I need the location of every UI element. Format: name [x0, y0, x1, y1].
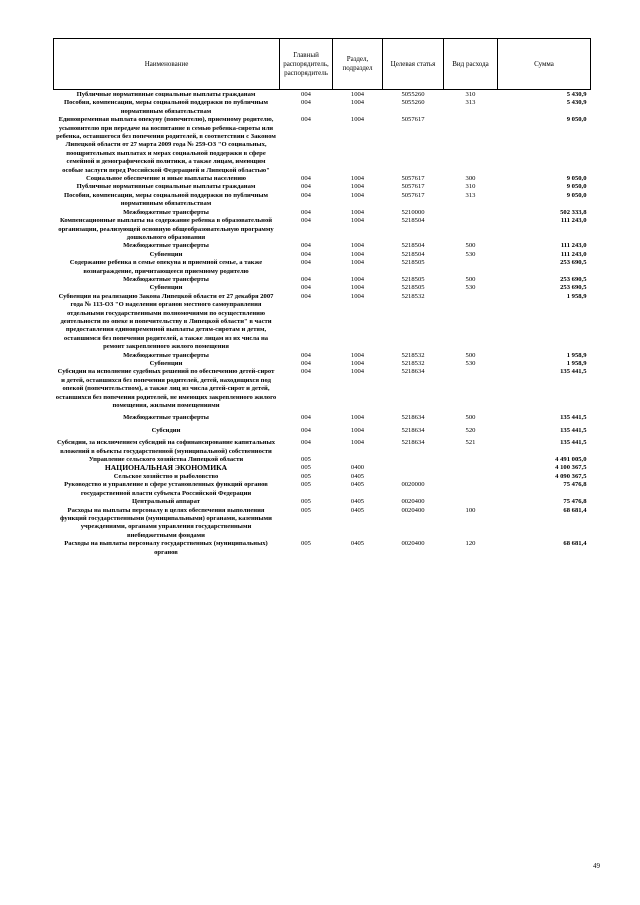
row-name: Публичные нормативные социальные выплаты гражданам — [76, 91, 256, 98]
row-target: 5055260 — [401, 99, 425, 107]
row-name: Социальное обеспечение и иные выплаты населению — [85, 175, 247, 183]
row-target: 5218634 — [401, 439, 425, 447]
row-name: Пособия, компенсации, меры социальной поддержки по публичным нормативным обязательствам — [63, 191, 269, 208]
header-sum: Сумма — [498, 39, 591, 90]
row-expense: 500 — [465, 242, 476, 250]
row-name: Расходы на выплаты персоналу в целях обеспечения выполнения функций государственными (муниципальными) органами, казенными учреждениями, органами управления государственными внебюджетными фондами — [60, 506, 272, 539]
row-section: 1004 — [350, 191, 365, 199]
row-name: Субвенции — [149, 284, 183, 292]
row-target: 5210000 — [401, 208, 425, 216]
table-row — [54, 293, 591, 352]
table-row — [54, 352, 591, 360]
row-target: 5057617 — [401, 175, 425, 183]
row-expense — [444, 293, 498, 352]
table-row — [54, 251, 591, 259]
row-target — [383, 473, 444, 481]
row-sum: 4 090 367,5 — [555, 472, 587, 480]
row-target: 5218634 — [401, 426, 425, 434]
table-row — [54, 99, 591, 116]
row-name: Межбюджетные трансферты — [123, 414, 209, 422]
row-name: Публичные нормативные социальные выплаты гражданам — [76, 183, 256, 191]
row-name: Межбюджетные трансферты — [123, 242, 209, 250]
row-name: Содержание ребенка в семье опекуна и приемной семье, а также вознаграждение, причитающееся приемному родителю — [69, 259, 263, 275]
header-admin: Главный распорядитель, распорядитель — [280, 39, 333, 90]
row-expense: 310 — [465, 91, 476, 98]
row-expense: 500 — [465, 414, 476, 422]
row-sum: 1 958,9 — [566, 360, 587, 367]
row-name: Субсидии, за исключением субсидий на софинансирование капитальных вложений в объекты государственной (муниципальной) собственности — [56, 439, 276, 455]
row-name: Межбюджетные трансферты — [123, 275, 209, 283]
row-name: Управление сельского хозяйства Липецкой области — [88, 456, 244, 464]
row-section: 1004 — [350, 217, 365, 225]
table-row — [54, 284, 591, 292]
row-target: 5057617 — [401, 191, 425, 199]
table-row — [54, 175, 591, 183]
row-target: 0020400 — [401, 540, 425, 548]
row-admin: 004 — [301, 439, 311, 447]
row-sum: 68 681,4 — [563, 506, 587, 514]
row-section: 1004 — [350, 242, 365, 250]
table-row — [54, 473, 591, 481]
row-admin: 004 — [301, 284, 311, 292]
table-row — [54, 90, 591, 100]
row-target: 5057617 — [401, 183, 425, 191]
row-sum: 9 050,0 — [566, 183, 587, 191]
table-row — [54, 540, 591, 557]
row-sum: 135 441,5 — [560, 414, 587, 422]
row-name: Субсидии — [151, 426, 181, 434]
row-target: 5218504 — [401, 217, 425, 225]
row-expense: 530 — [465, 284, 476, 292]
table-row — [54, 183, 591, 191]
row-section: 0405 — [350, 540, 365, 548]
row-target: 5218504 — [401, 250, 425, 258]
row-sum: 253 690,5 — [560, 284, 587, 292]
row-sum: 5 430,9 — [566, 91, 587, 98]
row-expense — [444, 464, 498, 472]
table-row — [54, 423, 591, 435]
budget-document — [53, 38, 590, 557]
row-sum: 9 050,0 — [566, 191, 587, 199]
row-expense — [444, 498, 498, 506]
row-name: Субвенции — [149, 250, 183, 258]
row-admin: 004 — [301, 175, 311, 183]
row-section: 0405 — [350, 472, 365, 480]
header-section: Раздел, подраздел — [333, 39, 383, 90]
row-section: 1004 — [350, 351, 365, 359]
row-admin: 004 — [301, 360, 311, 367]
table-row — [54, 192, 591, 209]
row-name: НАЦИОНАЛЬНАЯ ЭКОНОМИКА — [104, 463, 228, 473]
row-target: 5218532 — [401, 351, 425, 359]
row-section: 1004 — [350, 259, 365, 267]
row-sum: 75 476,8 — [563, 481, 587, 489]
row-expense — [444, 368, 498, 410]
table-row — [54, 360, 591, 368]
row-sum: 253 690,5 — [560, 259, 587, 267]
row-expense — [444, 456, 498, 464]
row-admin: 004 — [301, 242, 311, 250]
table-header — [54, 39, 591, 90]
row-target — [383, 456, 444, 464]
row-admin: 005 — [301, 498, 311, 506]
row-admin: 004 — [301, 414, 311, 422]
row-admin: 004 — [301, 91, 311, 98]
row-target: 0020400 — [401, 506, 425, 514]
row-admin: 004 — [301, 183, 311, 191]
row-expense — [444, 209, 498, 217]
row-expense: 300 — [465, 175, 476, 183]
row-expense: 310 — [465, 183, 476, 191]
table-row — [54, 481, 591, 498]
row-name: Межбюджетные трансферты — [123, 208, 209, 216]
row-admin: 005 — [301, 540, 311, 548]
row-admin: 004 — [301, 368, 311, 376]
row-name: Субсидии на исполнение судебных решений по обеспечению детей-сирот и детей, оставшихся без попечения родителей, детей, находящихся под опекой (попечительством), а также лиц из числа детей-сирот и детей, оставшихся без попечения родителей, не имеющих закрепленного жилого помещения, жилыми помещениями — [55, 368, 277, 410]
row-admin: 005 — [301, 481, 311, 489]
table-row — [54, 259, 591, 276]
row-expense: 313 — [465, 99, 476, 107]
row-name: Межбюджетные трансферты — [123, 351, 209, 359]
row-admin: 004 — [301, 250, 311, 258]
row-section: 1004 — [350, 368, 365, 376]
row-sum: 9 050,0 — [566, 116, 587, 124]
row-section: 1004 — [350, 183, 365, 191]
table-row — [54, 276, 591, 284]
row-section: 1004 — [350, 426, 365, 434]
table-row — [54, 217, 591, 242]
row-section: 0405 — [350, 506, 365, 514]
row-admin: 004 — [301, 275, 311, 283]
row-sum: 5 430,9 — [566, 99, 587, 107]
row-expense — [444, 116, 498, 175]
row-section: 1004 — [350, 275, 365, 283]
header-expense: Вид расхода — [444, 39, 498, 90]
row-target: 0020000 — [401, 481, 425, 489]
row-target — [383, 464, 444, 472]
row-expense: 500 — [465, 275, 476, 283]
row-name: Субвенции — [149, 360, 183, 367]
row-section: 1004 — [350, 360, 365, 367]
row-name: Центральный аппарат — [132, 498, 200, 506]
row-sum: 4 100 367,5 — [555, 464, 587, 472]
table-row — [54, 242, 591, 250]
row-sum: 75 476,8 — [563, 498, 587, 506]
row-target: 5218505 — [401, 284, 425, 292]
table-body — [54, 90, 591, 557]
row-sum: 68 681,4 — [563, 540, 587, 548]
row-sum: 9 050,0 — [566, 175, 587, 183]
row-admin: 004 — [301, 191, 311, 199]
row-sum: 1 958,9 — [566, 351, 587, 359]
row-sum: 4 491 005,0 — [555, 456, 587, 464]
row-section: 1004 — [350, 414, 365, 422]
row-target: 5055260 — [401, 91, 425, 98]
row-name: Субвенция на реализацию Закона Липецкой области от 27 декабря 2007 года № 113-ОЗ "О наделении органов местного самоуправления отдельными государственными полномочиями по осуществлению деятельности по опеке и попечительству в Липецкой области" в части предоставления единовременной выплаты детям-сиротам и детям, оставшимся без попечения родителей, а также лицам из их числа на ремонт закрепленного жилого помещения — [58, 292, 274, 351]
row-admin: 005 — [301, 456, 311, 464]
row-sum: 1 958,9 — [566, 292, 587, 300]
row-admin: 004 — [301, 292, 311, 300]
row-sum: 135 441,5 — [560, 426, 587, 434]
row-expense: 521 — [465, 439, 476, 447]
row-name: Сельское хозяйство и рыболовство — [113, 472, 219, 480]
row-admin: 004 — [301, 351, 311, 359]
row-expense: 120 — [465, 540, 476, 548]
row-sum: 135 441,5 — [560, 439, 587, 447]
row-target: 0020400 — [401, 498, 425, 506]
row-section: 0400 — [350, 464, 365, 472]
row-section: 0405 — [350, 498, 365, 506]
row-target: 5218505 — [401, 259, 425, 267]
row-expense — [444, 481, 498, 498]
row-section: 1004 — [350, 439, 365, 447]
row-sum: 502 333,8 — [560, 208, 587, 216]
row-target: 5218634 — [401, 368, 425, 376]
row-section: 1004 — [350, 175, 365, 183]
table-row — [54, 410, 591, 422]
row-section: 1004 — [350, 99, 365, 107]
row-name: Единовременная выплата опекуну (попечителю), приемному родителю, усыновителю при передаче на воспитание в семью ребенка-сироты или ребенка, оставшегося без попечения родителей, в соответствии с Законом Липецкой области от 27 марта 2009 года № 259-ОЗ "О социальных, поощрительных выплатах и мерах социальной поддержки в сфере семейной и демографической политики, а также лицам, имеющим особые заслуги перед Российской Федерацией и Липецкой областью" — [56, 116, 276, 174]
table-row — [54, 498, 591, 506]
row-sum: 111 243,0 — [560, 250, 587, 258]
row-expense: 530 — [465, 250, 476, 258]
row-target: 5218504 — [401, 242, 425, 250]
row-section: 1004 — [350, 116, 365, 124]
row-expense: 100 — [465, 506, 476, 514]
row-section: 1004 — [350, 91, 365, 98]
row-section — [333, 456, 383, 464]
row-admin: 005 — [301, 472, 311, 480]
row-target: 5218505 — [401, 275, 425, 283]
row-name: Пособия, компенсации, меры социальной поддержки по публичным нормативным обязательствам — [63, 99, 269, 115]
row-expense: 530 — [465, 360, 476, 367]
row-admin: 004 — [301, 426, 311, 434]
table-row — [54, 507, 591, 541]
row-expense — [444, 259, 498, 276]
row-expense — [444, 217, 498, 242]
page-number: 49 — [593, 862, 600, 870]
row-sum: 111 243,0 — [560, 217, 587, 225]
row-section: 1004 — [350, 250, 365, 258]
header-name: Наименование — [54, 39, 280, 90]
row-admin: 004 — [301, 116, 311, 124]
row-admin: 004 — [301, 208, 311, 216]
row-name: Руководство и управление в сфере установленных функций органов государственной власти субъекта Российской Федерации — [64, 481, 268, 497]
table-row — [54, 435, 591, 456]
row-admin: 004 — [301, 99, 311, 107]
table-row — [54, 368, 591, 410]
row-section: 1004 — [350, 292, 365, 300]
row-expense: 500 — [465, 351, 476, 359]
row-sum: 253 690,5 — [560, 275, 587, 283]
row-target: 5218532 — [401, 360, 425, 367]
row-target: 5218634 — [401, 414, 425, 422]
table-row — [54, 209, 591, 217]
budget-table — [53, 38, 591, 557]
header-target: Целевая статья — [383, 39, 444, 90]
row-section: 0405 — [350, 481, 365, 489]
row-section: 1004 — [350, 208, 365, 216]
row-section: 1004 — [350, 284, 365, 292]
row-expense: 313 — [465, 191, 476, 199]
row-admin: 004 — [301, 217, 311, 225]
row-admin: 004 — [301, 259, 311, 267]
row-expense: 520 — [465, 426, 476, 434]
table-row — [54, 116, 591, 175]
row-target: 5218532 — [401, 292, 425, 300]
row-name: Компенсационные выплаты на содержание ребенка в образовательной организации, реализующей основную общеобразовательную программу дошкольного образования — [58, 217, 274, 241]
row-name: Расходы на выплаты персоналу государственных (муниципальных) органов — [64, 540, 268, 556]
row-admin: 005 — [301, 464, 311, 472]
row-sum: 135 441,5 — [560, 368, 587, 376]
row-sum: 111 243,0 — [560, 242, 587, 250]
table-row — [54, 464, 591, 472]
row-target: 5057617 — [401, 116, 425, 124]
row-admin: 005 — [301, 506, 311, 514]
row-expense — [444, 473, 498, 481]
